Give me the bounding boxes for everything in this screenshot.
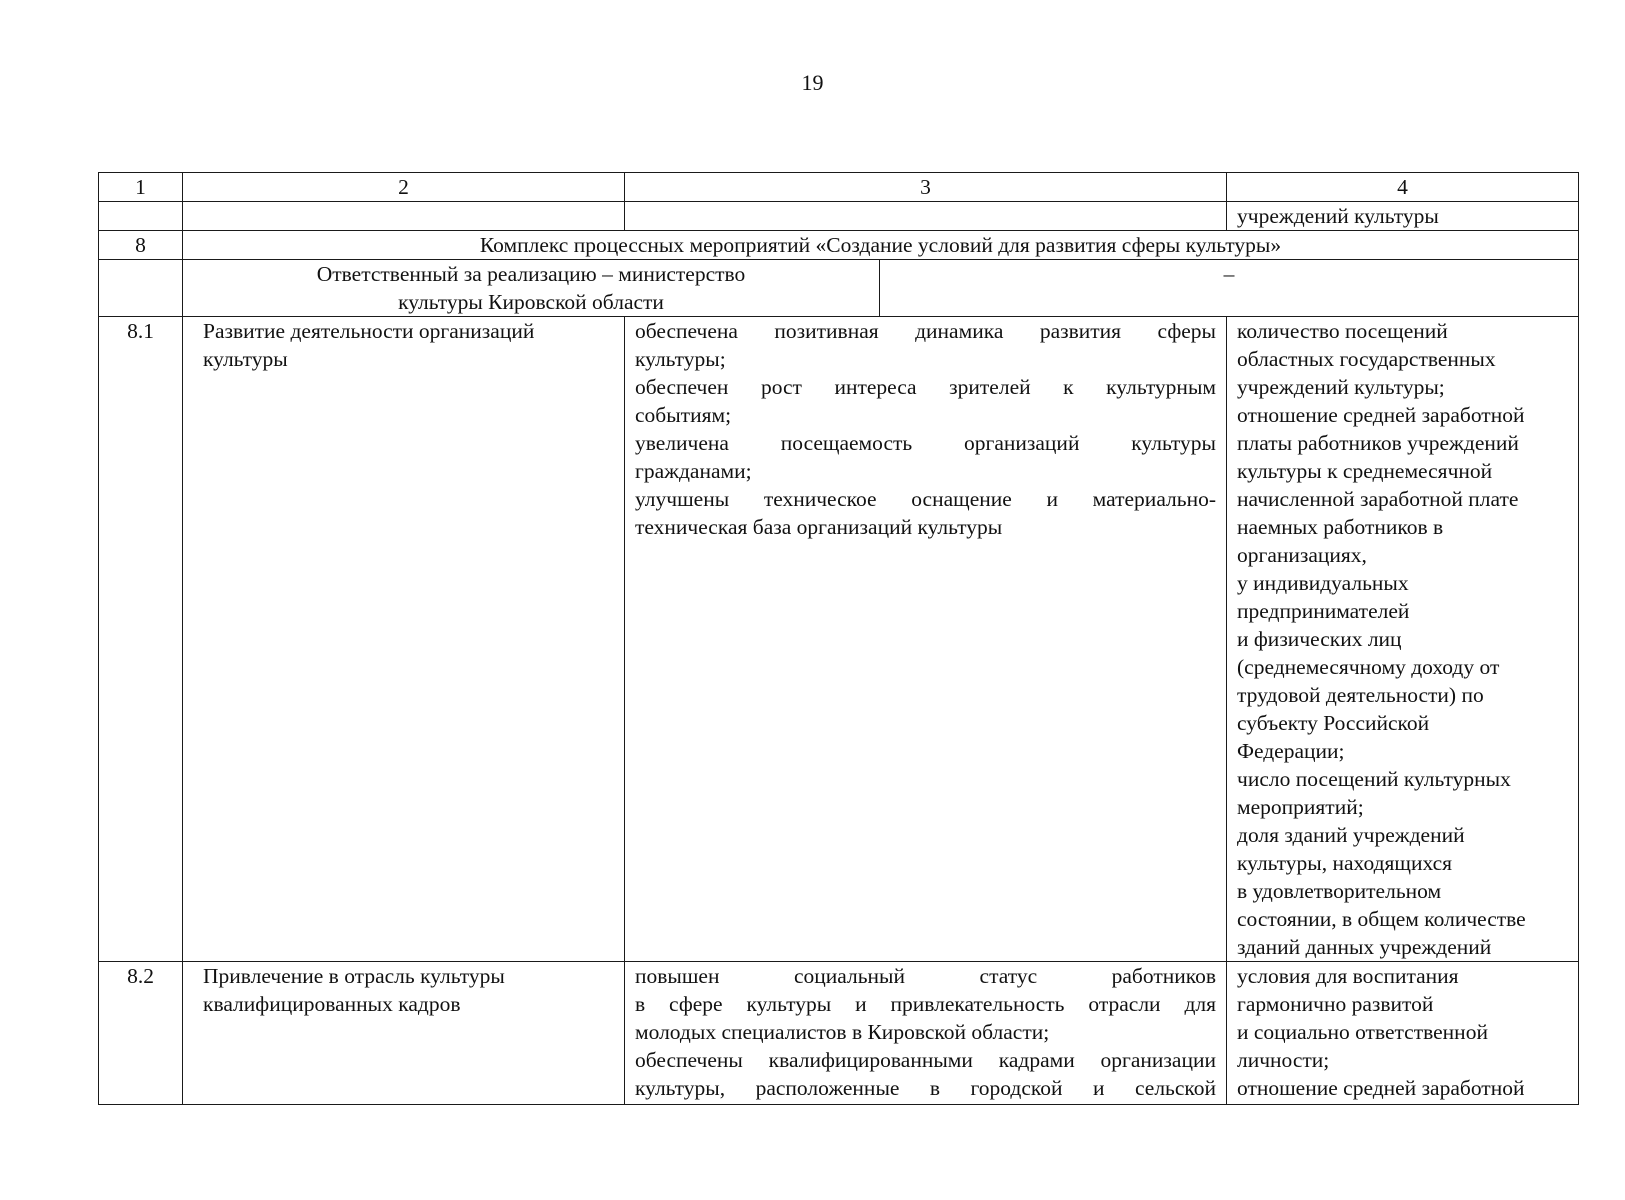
indicator-line: культуры к среднемесячной [1237, 459, 1493, 483]
indicator-line: мероприятий; [1237, 795, 1364, 819]
responsible-value [880, 260, 1579, 316]
responsible-split [183, 260, 1578, 316]
result-line: обеспечены квалифицированными кадрами организации [635, 1048, 1216, 1072]
indicator-line: наемных работников в [1237, 515, 1444, 539]
indicator-line: количество посещений [1237, 319, 1448, 343]
continuation-row [99, 202, 1579, 231]
indicator-line: и физических лиц [1237, 627, 1402, 651]
result-line: культуры; [635, 347, 726, 371]
indicator-line: трудовой деятельности) по [1237, 683, 1484, 707]
indicator-line: и социально ответственной [1237, 1020, 1488, 1044]
indicator-line: платы работников учреждений [1237, 431, 1519, 455]
indicator-line: культуры, находящихся [1237, 851, 1453, 875]
result-line: техническая база организаций культуры [635, 515, 1003, 539]
table-row [99, 317, 1579, 962]
responsible-row [99, 260, 1579, 317]
indicator-line: субъекту Российской [1237, 711, 1430, 735]
table-row [99, 962, 1579, 1105]
result-line: событиям; [635, 403, 732, 427]
results-cell [625, 317, 1227, 962]
indicator-line: гармонично развитой [1237, 992, 1434, 1016]
indicator-line: доля зданий учреждений [1237, 823, 1465, 847]
header-col-4: 4 [1227, 173, 1579, 202]
indicator-line: Федерации; [1237, 739, 1345, 763]
result-line: улучшены техническое оснащение и материально- [635, 487, 1216, 511]
section-number: 8 [99, 231, 183, 260]
header-col-1: 1 [99, 173, 183, 202]
indicator-line: условия для воспитания [1237, 964, 1459, 988]
responsible-line: Ответственный за реализацию – министерство [316, 262, 746, 286]
task-cell [183, 317, 625, 962]
header-col-3: 3 [625, 173, 1227, 202]
indicator-line: у индивидуальных [1237, 571, 1409, 595]
activities-table [98, 172, 1579, 1105]
responsible-empty-cell [99, 260, 183, 317]
result-line: культуры, расположенные в городской и сельской [635, 1076, 1216, 1100]
table-header-row [99, 173, 1579, 202]
indicators-cell [1227, 317, 1579, 962]
continuation-col-2 [183, 202, 625, 231]
result-line: обеспечен рост интереса зрителей к культурным [635, 375, 1216, 399]
results-cell [625, 962, 1227, 1105]
continuation-col-3 [625, 202, 1227, 231]
indicator-line: предпринимателей [1237, 599, 1410, 623]
indicator-line: состоянии, в общем количестве [1237, 907, 1526, 931]
responsible-dash: – [1223, 262, 1235, 286]
result-line: повышен социальный статус работников [635, 964, 1216, 988]
result-line: молодых специалистов в Кировской области; [635, 1020, 1050, 1044]
indicator-line: отношение средней заработной [1237, 403, 1525, 427]
responsible-cell [183, 260, 1579, 317]
indicator-line: (среднемесячному доходу от [1237, 655, 1500, 679]
responsible-label [183, 260, 880, 316]
indicators-cell [1227, 962, 1579, 1105]
indicator-line: начисленной заработной плате [1237, 487, 1519, 511]
continuation-col-1 [99, 202, 183, 231]
indicator-line: учреждений культуры; [1237, 375, 1445, 399]
section-title: Комплекс процессных мероприятий «Создание условий для развития сферы культуры» [183, 231, 1579, 260]
row-number: 8.2 [99, 962, 183, 1105]
result-line: гражданами; [635, 459, 752, 483]
page-number: 19 [801, 70, 824, 95]
task-line: Развитие деятельности организаций [203, 319, 535, 343]
indicator-line: в удовлетворительном [1237, 879, 1442, 903]
task-line: культуры [203, 347, 288, 371]
section-row [99, 231, 1579, 260]
indicator-line: личности; [1237, 1048, 1330, 1072]
result-line: в сфере культуры и привлекательность отрасли для [635, 992, 1216, 1016]
responsible-line: культуры Кировской области [398, 290, 664, 314]
indicator-line: зданий данных учреждений [1237, 935, 1492, 959]
row-number: 8.1 [99, 317, 183, 962]
continuation-col-4: учреждений культуры [1227, 202, 1579, 231]
header-col-2: 2 [183, 173, 625, 202]
task-line: Привлечение в отрасль культуры [203, 964, 505, 988]
result-line: увеличена посещаемость организаций культуры [635, 431, 1216, 455]
task-cell [183, 962, 625, 1105]
indicator-line: число посещений культурных [1237, 767, 1511, 791]
indicator-line: организациях, [1237, 543, 1367, 567]
indicator-line: отношение средней заработной [1237, 1076, 1525, 1100]
indicator-line: областных государственных [1237, 347, 1496, 371]
result-line: обеспечена позитивная динамика развития сферы [635, 319, 1216, 343]
task-line: квалифицированных кадров [203, 992, 461, 1016]
